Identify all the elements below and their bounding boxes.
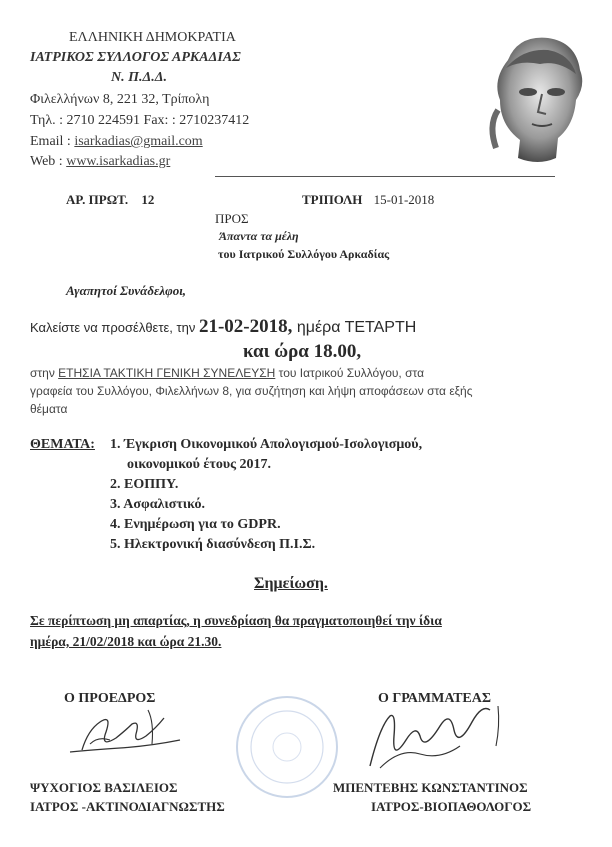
invite-prefix: Καλείστε να προσέλθετε, την bbox=[30, 320, 199, 335]
topic-item-3: 3. Ασφαλιστικό. bbox=[110, 497, 205, 512]
letterhead-org-name: ΙΑΤΡΙΚΟΣ ΣΥΛΛΟΓΟΣ ΑΡΚΑΔΙΑΣ bbox=[30, 50, 241, 65]
place-date-row bbox=[302, 192, 434, 208]
meeting-time: και ώρα 18.00, bbox=[243, 341, 362, 362]
letterhead-legal-form: Ν. Π.Δ.Δ. bbox=[111, 70, 168, 85]
recipient-line1: Άπαντα τα μέλη bbox=[219, 229, 299, 243]
letter-date: 15-01-2018 bbox=[373, 192, 435, 207]
secretary-name: ΜΠΕΝΤΕΒΗΣ ΚΩΝΣΤΑΝΤΙΝΟΣ bbox=[333, 780, 528, 795]
web-label: Web : bbox=[30, 154, 67, 169]
secretary-signature-icon bbox=[350, 696, 530, 776]
p-prefix: στην bbox=[30, 366, 59, 380]
topic-item-4: 4. Ενημέρωση για το GDPR. bbox=[110, 517, 281, 532]
header-divider bbox=[215, 176, 555, 177]
letterhead-web-row bbox=[30, 154, 170, 170]
letterhead-address: Φιλελλήνων 8, 221 32, Τρίπολη bbox=[30, 92, 210, 107]
meeting-day: ημέρα ΤΕΤΑΡΤΗ bbox=[292, 319, 417, 336]
statue-head-logo-icon bbox=[478, 30, 598, 170]
meeting-date: 21-02-2018, bbox=[198, 316, 293, 337]
topic-item-2: 2. ΕΟΠΠΥ. bbox=[110, 477, 179, 492]
note-heading: Σημείωση. bbox=[254, 575, 328, 592]
place-label: ΤΡΙΠΟΛΗ bbox=[302, 192, 363, 207]
email-label: Email : bbox=[30, 134, 75, 149]
letterhead-phone: Τηλ. : 2710 224591 Fax: : 2710237412 bbox=[30, 113, 250, 128]
letterhead-email-row bbox=[30, 134, 203, 150]
topic-item-5: 5. Ηλεκτρονική διασύνδεση Π.Ι.Σ. bbox=[110, 537, 316, 552]
protocol-number: 12 bbox=[141, 192, 155, 207]
recipient-pros: ΠΡΟΣ bbox=[215, 211, 249, 226]
letterhead-country: ΕΛΛΗΝΙΚΗ ΔΗΜΟΚΡΑΤΙΑ bbox=[69, 30, 236, 45]
protocol-label: ΑΡ. ΠΡΩΤ. bbox=[66, 192, 129, 207]
secretary-role: ΙΑΤΡΟΣ-ΒΙΟΠΑΘΟΛΟΓΟΣ bbox=[371, 799, 532, 814]
note-line2: ημέρα, 21/02/2018 και ώρα 21.30. bbox=[30, 634, 222, 649]
president-signature-icon bbox=[60, 700, 200, 760]
paragraph-line2: γραφεία του Συλλόγου, Φιλελλήνων 8, για συζήτηση και λήψη αποφάσεων στα εξής bbox=[30, 384, 473, 398]
paragraph-line3: θέματα bbox=[30, 402, 68, 416]
protocol-row bbox=[66, 192, 154, 208]
invitation-line bbox=[30, 316, 416, 338]
president-role: ΙΑΤΡΟΣ -ΑΚΤΙΝΟΔΙΑΓΝΩΣΤΗΣ bbox=[30, 799, 225, 814]
topic-item-1-cont: οικονομικού έτους 2017. bbox=[127, 457, 271, 472]
topics-label: ΘΕΜΑΤΑ: bbox=[30, 437, 95, 452]
president-name: ΨΥΧΟΓΙΟΣ ΒΑΣΙΛΕΙΟΣ bbox=[30, 780, 178, 795]
assembly-name: ΕΤΗΣΙΑ ΤΑΚΤΙΚΗ ΓΕΝΙΚΗ ΣΥΝΕΛΕΥΣΗ bbox=[58, 366, 276, 380]
topic-item-1: 1. Έγκριση Οικονομικού Απολογισμού-Ισολογισμού, bbox=[110, 437, 423, 452]
paragraph-line1 bbox=[30, 366, 424, 380]
recipient-line2: του Ιατρικού Συλλόγου Αρκαδίας bbox=[218, 247, 390, 261]
secretary-title: Ο ΓΡΑΜΜΑΤΕΑΣ bbox=[378, 691, 492, 706]
note-line1: Σε περίπτωση μη απαρτίας, η συνεδρίαση θα πραγματοποιηθεί την ίδια bbox=[30, 613, 442, 628]
president-title: Ο ΠΡΟΕΔΡΟΣ bbox=[64, 691, 156, 706]
official-stamp-icon bbox=[232, 692, 342, 802]
web-link[interactable]: www.isarkadias.gr bbox=[66, 154, 171, 169]
greeting: Αγαπητοί Συνάδελφοι, bbox=[66, 283, 187, 298]
p-rest: του Ιατρικού Συλλόγου, στα bbox=[275, 366, 425, 380]
email-link[interactable]: isarkadias@gmail.com bbox=[74, 134, 203, 149]
